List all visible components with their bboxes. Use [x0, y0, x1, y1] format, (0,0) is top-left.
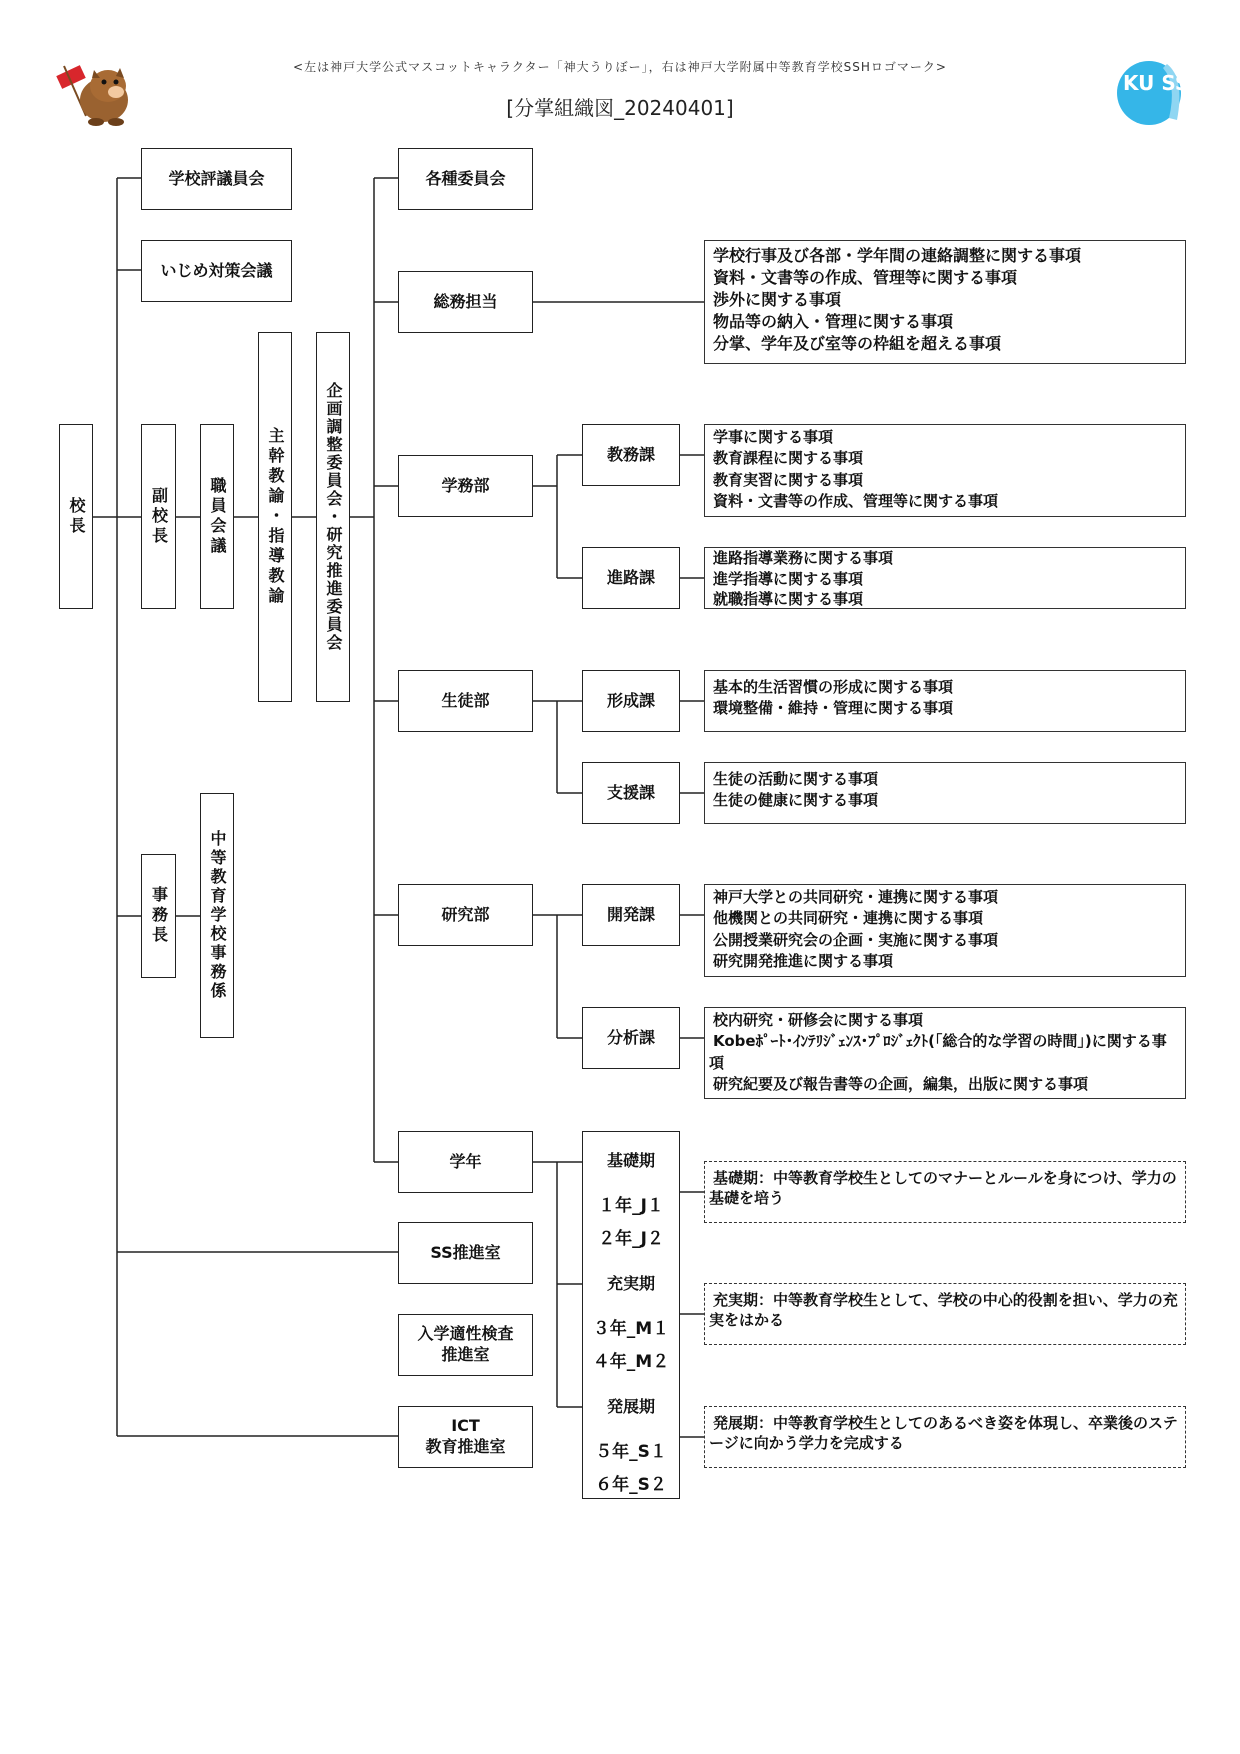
hatten-stage-description [704, 1406, 1186, 1468]
anti-bullying-box [141, 240, 292, 302]
bunseki-section-box [582, 1007, 680, 1069]
chief-teacher-label: 主幹教諭・指導教諭 [266, 427, 285, 607]
school-council-label: 学校評議員会 [168, 168, 265, 188]
duty-item: 校内研究・研修会に関する事項 [713, 1011, 924, 1029]
duty-item: 生徒の健康に関する事項 [713, 791, 879, 810]
shien-duties [704, 762, 1186, 824]
general-affairs-label: 総務担当 [433, 291, 498, 311]
research-dept-box [398, 884, 533, 946]
admin-head-box [141, 854, 176, 978]
staff-meeting-box [200, 424, 234, 609]
academic-dept-box [398, 455, 533, 517]
duty-item: 進路指導業務に関する事項 [713, 549, 894, 567]
jujitsu-stage-description [704, 1283, 1186, 1345]
shinro-section-label: 進路課 [606, 567, 655, 587]
planning-committee-box [316, 332, 350, 702]
admin-staff-label: 中等教育学校事務係 [208, 830, 227, 1001]
shien-section-label: 支援課 [606, 782, 655, 802]
stage-description-text: 充実期：中等教育学校生として、学校の中心的役割を担い、学力の充実をはかる [709, 1291, 1178, 1330]
duty-item: 資料・文書等の作成、管理等に関する事項 [713, 268, 1018, 288]
committees-box [398, 148, 533, 210]
kyomu-duties [704, 424, 1186, 517]
ict-office-box [398, 1406, 533, 1468]
duty-item: 環境整備・維持・管理に関する事項 [713, 699, 954, 718]
shinro-duties [704, 547, 1186, 609]
keisei-duties [704, 670, 1186, 732]
kyomu-section-label: 教務課 [606, 444, 655, 464]
school-council-box [141, 148, 292, 210]
admin-staff-box [200, 793, 234, 1038]
duty-item: 研究開発推進に関する事項 [713, 951, 894, 970]
general-affairs-box [398, 271, 533, 333]
stage-kiso [583, 1148, 679, 1249]
duty-item: 教育実習に関する事項 [713, 470, 864, 489]
duty-item: 渉外に関する事項 [713, 290, 842, 310]
admin-head-label: 事務長 [149, 886, 169, 946]
bunseki-section-label: 分析課 [606, 1027, 655, 1047]
chief-teacher-box [258, 332, 292, 702]
stage-hatten-grade-2: ６年_S２ [595, 1475, 667, 1495]
anti-bullying-label: いじめ対策会議 [160, 260, 273, 280]
page-title: [分掌組織図_20240401] [506, 96, 734, 120]
principal-box [59, 424, 93, 609]
ss-office-label: SS推進室 [430, 1242, 501, 1262]
kyomu-section-box [582, 424, 680, 486]
stage-description-text: 発展期：中等教育学校生としてのあるべき姿を体現し、卒業後のステージに向かう学力を完成する [709, 1414, 1178, 1453]
student-dept-label: 生徒部 [441, 690, 490, 710]
committees-label: 各種委員会 [425, 168, 506, 188]
general-affairs-duties [704, 240, 1186, 364]
vice-principal-label: 副校長 [149, 486, 169, 547]
header-caption: <左は神戸大学公式マスコットキャラクター「神大うりぼー」，右は神戸大学附属中等教育学校SSHロゴマーク> [293, 60, 947, 74]
stage-jujitsu-name: 充実期 [606, 1274, 655, 1293]
stage-jujitsu [583, 1271, 679, 1372]
ict-office-label: ICT 教育推進室 [425, 1416, 506, 1456]
duty-item: 教育課程に関する事項 [713, 449, 864, 468]
kiso-stage-description [704, 1161, 1186, 1223]
stage-description-text: 基礎期：中等教育学校生としてのマナーとルールを身につけ、学力の基礎を培う [709, 1169, 1177, 1208]
research-dept-label: 研究部 [441, 904, 490, 924]
stage-hatten-name: 発展期 [606, 1397, 655, 1416]
bunseki-duties [704, 1007, 1186, 1099]
stage-kiso-name: 基礎期 [606, 1151, 655, 1170]
grades-box [398, 1131, 533, 1193]
ku-ssh-logo-text: KU SSH [1123, 71, 1206, 95]
stage-jujitsu-grade-2: ４年_M２ [592, 1352, 670, 1372]
shinro-section-box [582, 547, 680, 609]
student-dept-box [398, 670, 533, 732]
keisei-section-box [582, 670, 680, 732]
ss-office-box [398, 1222, 533, 1284]
shien-section-box [582, 762, 680, 824]
duty-item: 他機関との共同研究・連携に関する事項 [713, 909, 984, 928]
admission-office-label: 入学適性検査 推進室 [417, 1324, 514, 1364]
kaihatsu-section-box [582, 884, 680, 946]
stage-hatten [583, 1394, 679, 1495]
principal-label: 校長 [67, 496, 86, 537]
duty-item: Kobeﾎﾟｰﾄ･ｲﾝﾃﾘｼﾞｪﾝｽ･ﾌﾟﾛｼﾞｪｸﾄ(「総合的な学習の時間」)に関する事項 [709, 1032, 1167, 1072]
academic-dept-label: 学務部 [441, 475, 490, 495]
planning-committee-label: 企画調整委員会・研究推進委員会 [324, 382, 343, 652]
grade-stages-box [582, 1131, 680, 1499]
duty-item: 資料・文書等の作成、管理等に関する事項 [713, 491, 999, 510]
duty-item: 神戸大学との共同研究・連携に関する事項 [713, 888, 999, 906]
duty-item: 分掌、学年及び室等の枠組を超える事項 [713, 334, 1002, 354]
keisei-section-label: 形成課 [606, 690, 655, 710]
stage-kiso-grade-2: ２年_J２ [598, 1229, 664, 1249]
duty-item: 就職指導に関する事項 [713, 590, 864, 609]
admission-office-box [398, 1314, 533, 1376]
duty-item: 物品等の納入・管理に関する事項 [713, 312, 954, 332]
duty-item: 学校行事及び各部・学年間の連絡調整に関する事項 [713, 246, 1082, 265]
stage-hatten-grade-1: ５年_S１ [595, 1442, 667, 1462]
duty-item: 進学指導に関する事項 [713, 569, 864, 588]
duty-item: 学事に関する事項 [713, 428, 834, 446]
kaihatsu-section-label: 開発課 [606, 904, 655, 924]
duty-item: 研究紀要及び報告書等の企画，編集，出版に関する事項 [713, 1074, 1089, 1093]
duty-item: 生徒の活動に関する事項 [713, 770, 879, 788]
duty-item: 公開授業研究会の企画・実施に関する事項 [713, 930, 999, 949]
duty-item: 基本的生活習慣の形成に関する事項 [713, 678, 954, 696]
vice-principal-box [141, 424, 176, 609]
stage-kiso-grade-1: １年_J１ [598, 1196, 664, 1216]
staff-meeting-label: 職員会議 [208, 476, 227, 557]
grades-label: 学年 [449, 1151, 482, 1171]
kaihatsu-duties [704, 884, 1186, 977]
stage-jujitsu-grade-1: ３年_M１ [592, 1319, 670, 1339]
